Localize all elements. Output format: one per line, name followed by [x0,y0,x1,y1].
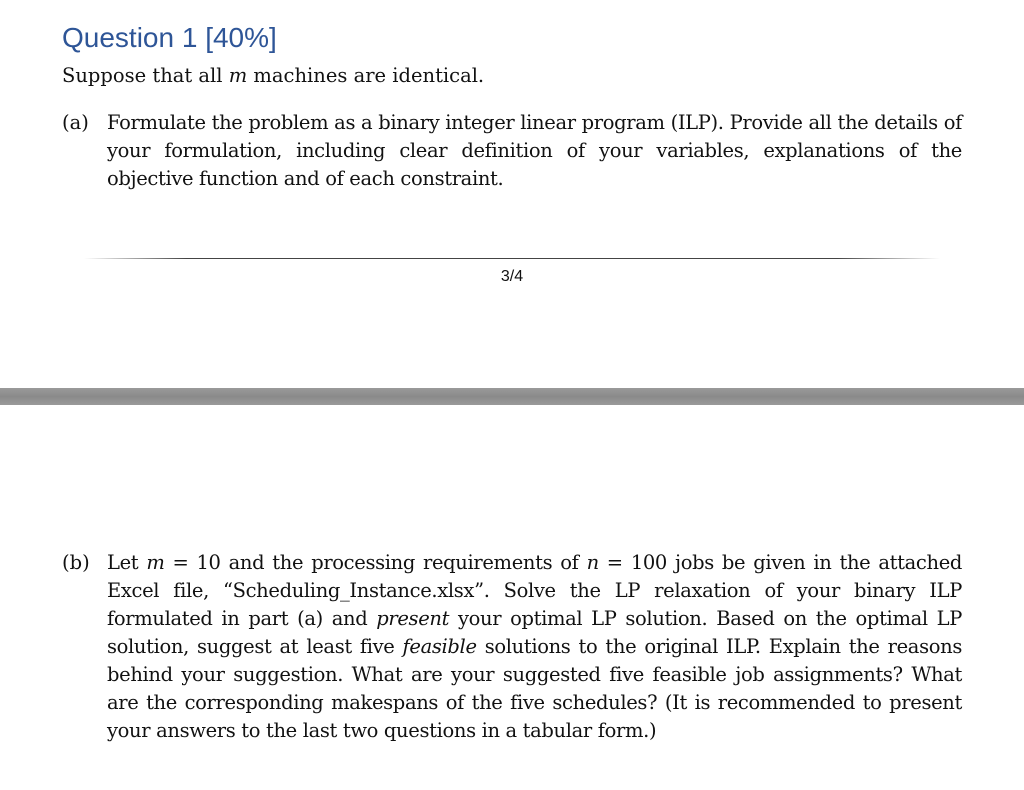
page-break-separator [0,388,1024,405]
math-variable-m: m [146,551,165,574]
part-b-text [107,549,962,745]
page-number: 3/4 [500,268,524,285]
intro-text-start: Suppose that all [62,64,229,87]
question-intro [62,62,484,90]
part-b-label: (b) [62,551,90,574]
part-a-label: (a) [62,111,89,134]
part-b-seg5: solutions to the original ILP. Explain the reasons behind your suggestion. What are your suggested five feasible job assignments? What are the corresponding makespans of the five schedules? (It is recommended to present your answers to the last two questions in a tabular form.) [107,635,962,742]
math-variable-n: n [586,551,599,574]
part-b-seg3: = 100 jobs be given in the attached Excel file, “Scheduling_Instance.xlsx”. Solve the LP relaxation of your binary ILP formulated in part (a) and [107,551,963,630]
emphasis-present: present [376,607,450,630]
part-b-seg4: your optimal LP solution. Based on the optimal LP solution, suggest at least five [107,607,962,658]
footer-divider [84,258,940,259]
part-a-text: Formulate the problem as a binary integer linear program (ILP). Provide all the details of your formulation, including clear definition of your variables, explanations of the objective function and of each constraint. [107,111,962,190]
part-b-seg1: Let [107,551,147,574]
math-variable-m: m [228,64,248,87]
intro-text-end: machines are identical. [247,64,485,87]
emphasis-feasible: feasible [402,635,477,658]
question-heading: Question 1 [40%] [62,22,277,53]
part-b [62,549,962,745]
part-b-seg2: = 10 and the processing requirements of [164,551,587,574]
document-page-3 [0,0,1024,388]
part-a [62,109,962,193]
